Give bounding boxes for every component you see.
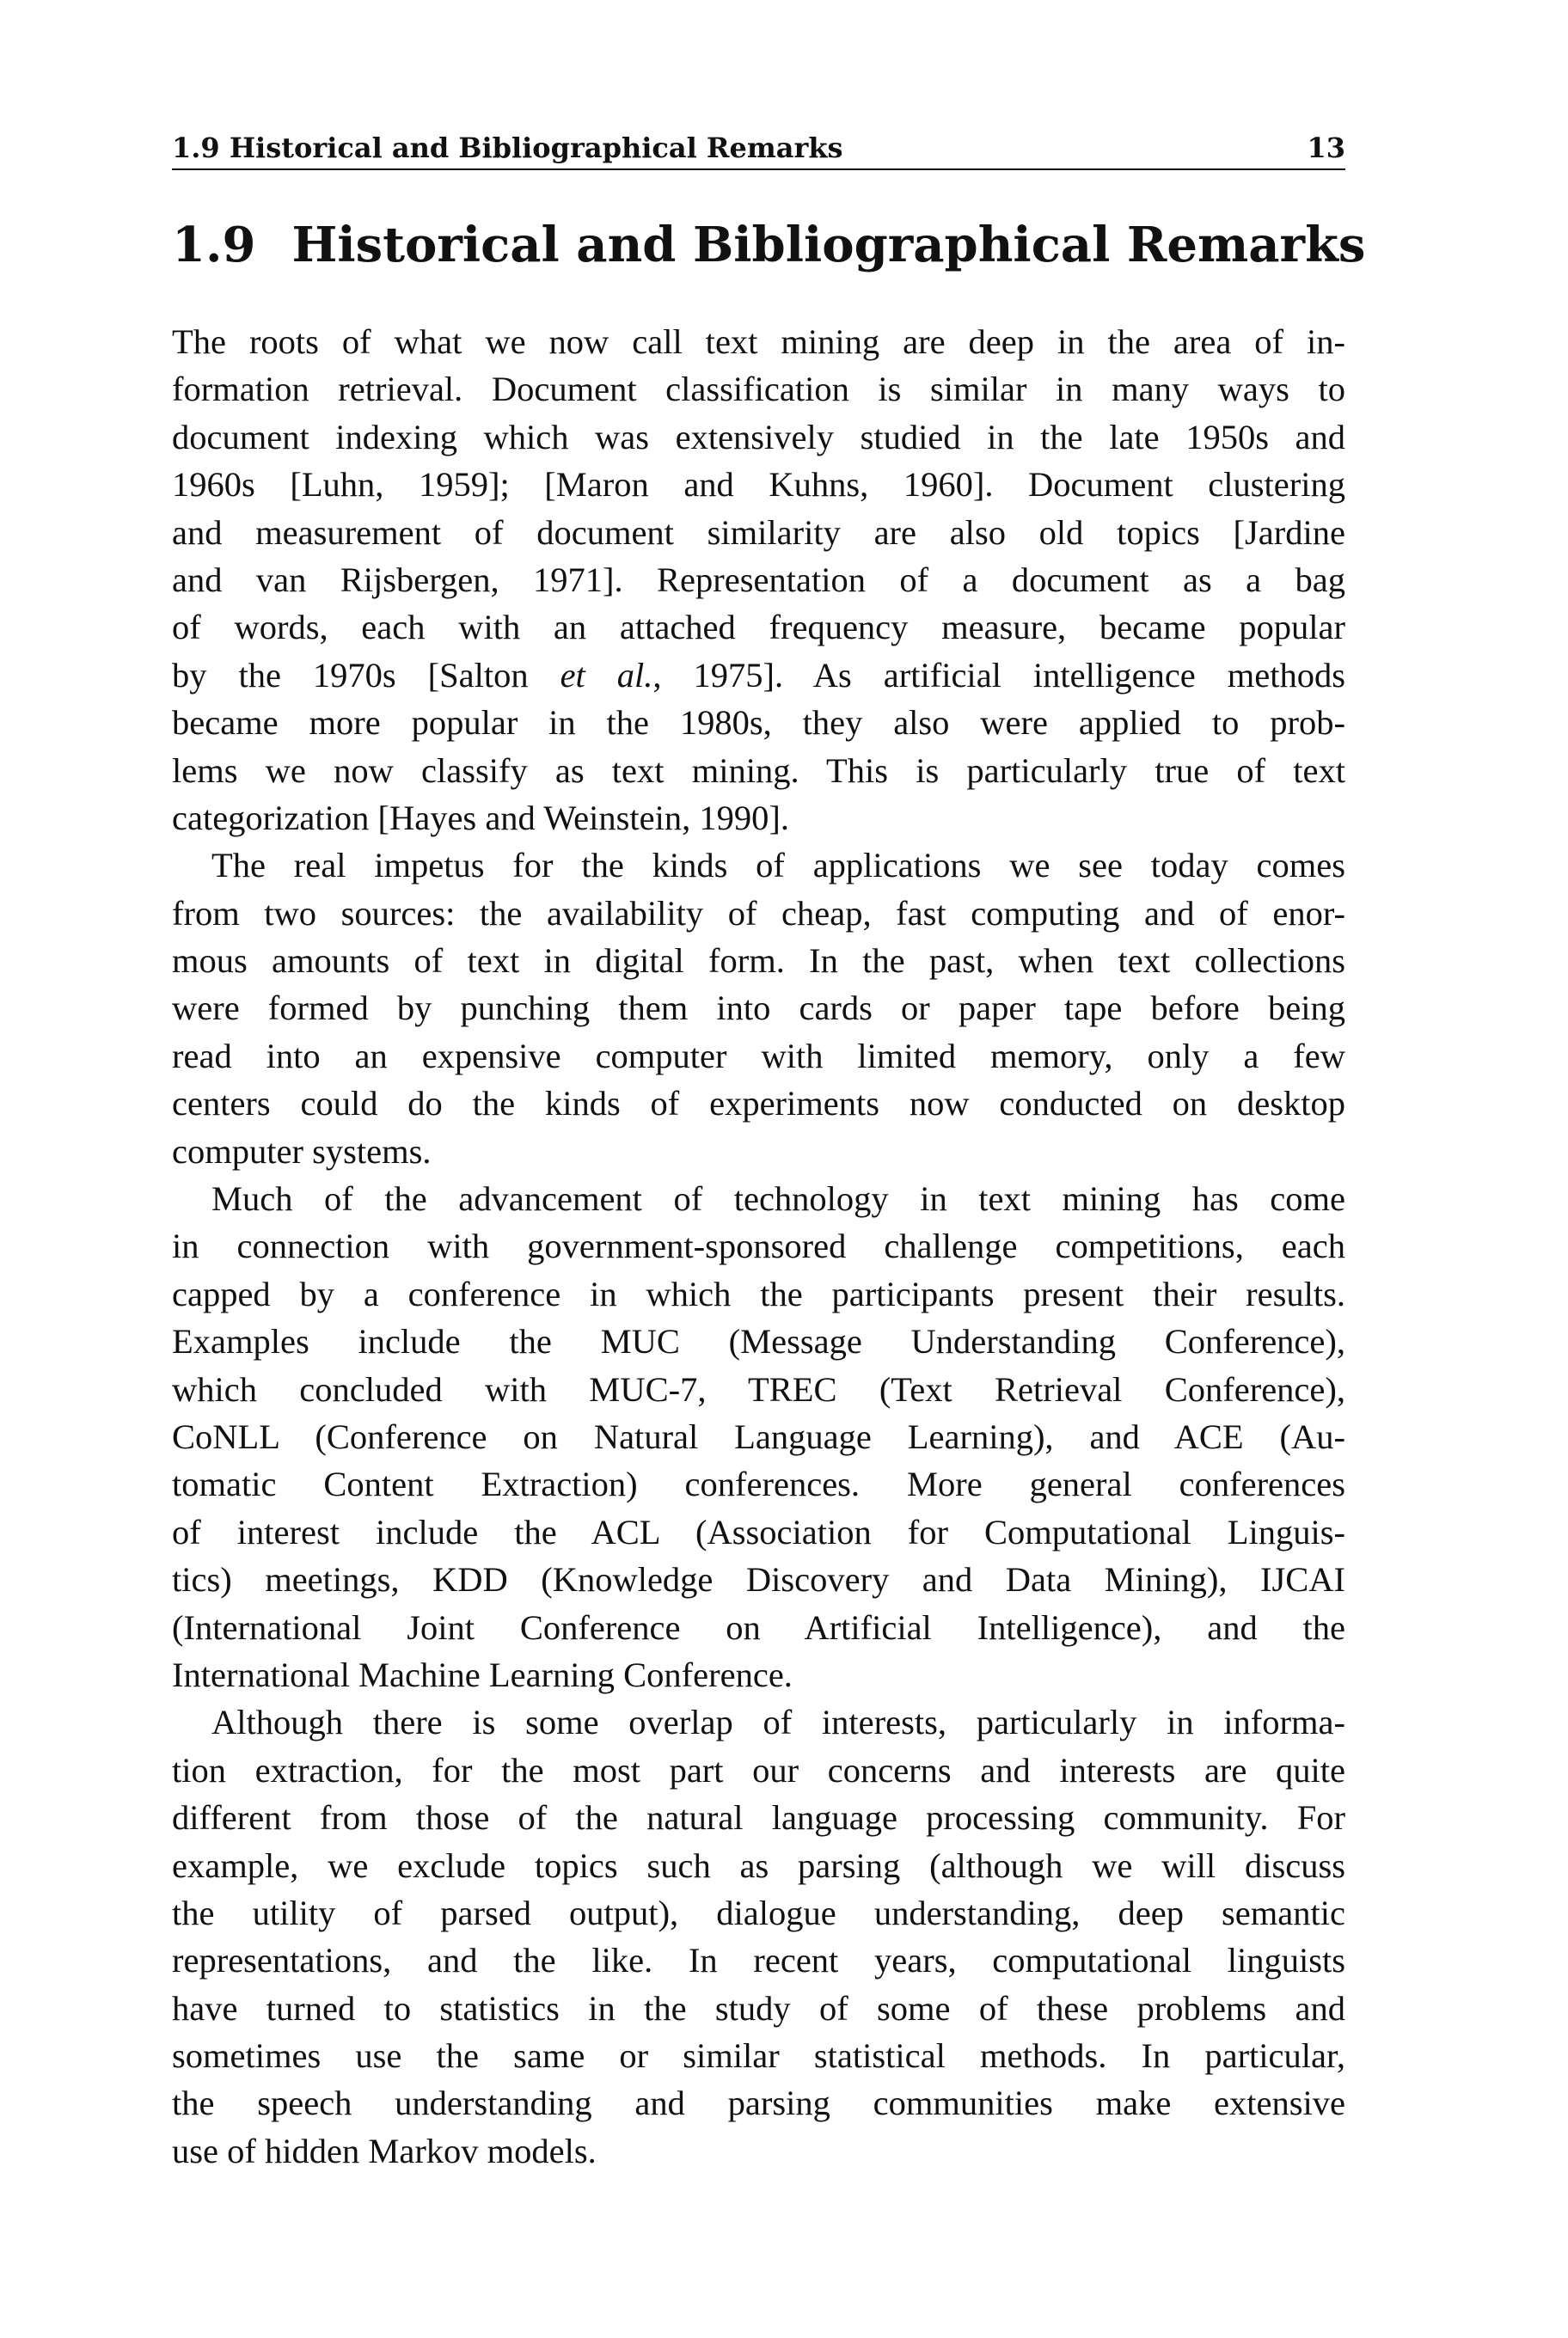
body-text	[172, 318, 1345, 2175]
italic-phrase: et al.	[560, 655, 653, 695]
text-line: sometimes use the same or similar statistical methods. In particular,	[172, 2036, 1345, 2076]
paragraph-4	[172, 1698, 1345, 2175]
paragraph-1	[172, 318, 1345, 842]
section-heading	[172, 215, 1366, 275]
text-line: and measurement of document similarity are also old topics [Jardine	[172, 512, 1345, 552]
page-number: 13	[1307, 132, 1345, 164]
text-line: International Machine Learning Conference.	[172, 1655, 793, 1694]
text-line: use of hidden Markov models.	[172, 2131, 597, 2170]
text-line: computer systems.	[172, 1131, 432, 1171]
text-line: tion extraction, for the most part our concerns and interests are quite	[172, 1750, 1345, 1790]
text-line: example, we exclude topics such as parsing (although we will discuss	[172, 1845, 1345, 1885]
running-head-title: 1.9 Historical and Bibliographical Remarks	[172, 132, 843, 164]
text-line: became more popular in the 1980s, they also were applied to prob-	[172, 703, 1345, 743]
text-line: the speech understanding and parsing communities make extensive	[172, 2084, 1345, 2123]
paragraph-3	[172, 1175, 1345, 1698]
text-line: 1960s [Luhn, 1959]; [Maron and Kuhns, 1960]. Document clustering	[172, 465, 1345, 505]
text-line: categorization [Hayes and Weinstein, 1990].	[172, 798, 790, 837]
text-line: document indexing which was extensively studied in the late 1950s and	[172, 417, 1345, 456]
text-line: formation retrieval. Document classification is similar in many ways to	[172, 370, 1345, 409]
text-line: which concluded with MUC-7, TREC (Text Retrieval Conference),	[172, 1369, 1345, 1409]
text-line: by the 1970s [Salton et al., 1975]. As artificial intelligence methods	[172, 655, 1345, 695]
text-line: the utility of parsed output), dialogue understanding, deep semantic	[172, 1893, 1345, 1932]
text-line: different from those of the natural language processing community. For	[172, 1798, 1345, 1838]
text-line: from two sources: the availability of cheap, fast computing and of enor-	[172, 893, 1345, 933]
text-line: Much of the advancement of technology in text mining has come	[211, 1179, 1345, 1219]
text-line: tics) meetings, KDD (Knowledge Discovery and Data Mining), IJCAI	[172, 1560, 1345, 1600]
text-line: Examples include the MUC (Message Understanding Conference),	[172, 1322, 1345, 1362]
section-number: 1.9	[172, 217, 256, 273]
text-line: The roots of what we now call text mining are deep in the area of in-	[172, 322, 1345, 361]
text-line: in connection with government-sponsored challenge competitions, each	[172, 1227, 1345, 1266]
text-line: of words, each with an attached frequency measure, became popular	[172, 608, 1345, 647]
text-line: capped by a conference in which the participants present their results.	[172, 1274, 1345, 1313]
text-line: were formed by punching them into cards or paper tape before being	[172, 988, 1345, 1028]
running-head	[172, 129, 1345, 170]
text-line: of interest include the ACL (Association for Computational Linguis-	[172, 1512, 1345, 1552]
text-line: lems we now classify as text mining. This is particularly true of text	[172, 750, 1345, 790]
text-line: and van Rijsbergen, 1971]. Representation of a document as a bag	[172, 560, 1345, 599]
text-line: (International Joint Conference on Artificial Intelligence), and the	[172, 1607, 1345, 1647]
text-line: representations, and the like. In recent years, computational linguists	[172, 1941, 1345, 1980]
text-line: mous amounts of text in digital form. In the past, when text collections	[172, 941, 1345, 981]
paragraph-2	[172, 842, 1345, 1175]
text-line: centers could do the kinds of experiments now conducted on desktop	[172, 1084, 1345, 1123]
text-line: CoNLL (Conference on Natural Language Learning), and ACE (Au-	[172, 1417, 1345, 1456]
text-line: Although there is some overlap of interests, particularly in informa-	[211, 1703, 1345, 1742]
text-line: have turned to statistics in the study of some of these problems and	[172, 1988, 1345, 2028]
text-line: tomatic Content Extraction) conferences. More general conferences	[172, 1465, 1345, 1504]
text-line: read into an expensive computer with limited memory, only a few	[172, 1036, 1345, 1075]
text-line: The real impetus for the kinds of applications we see today comes	[211, 846, 1345, 885]
section-title: Historical and Bibliographical Remarks	[291, 217, 1366, 273]
